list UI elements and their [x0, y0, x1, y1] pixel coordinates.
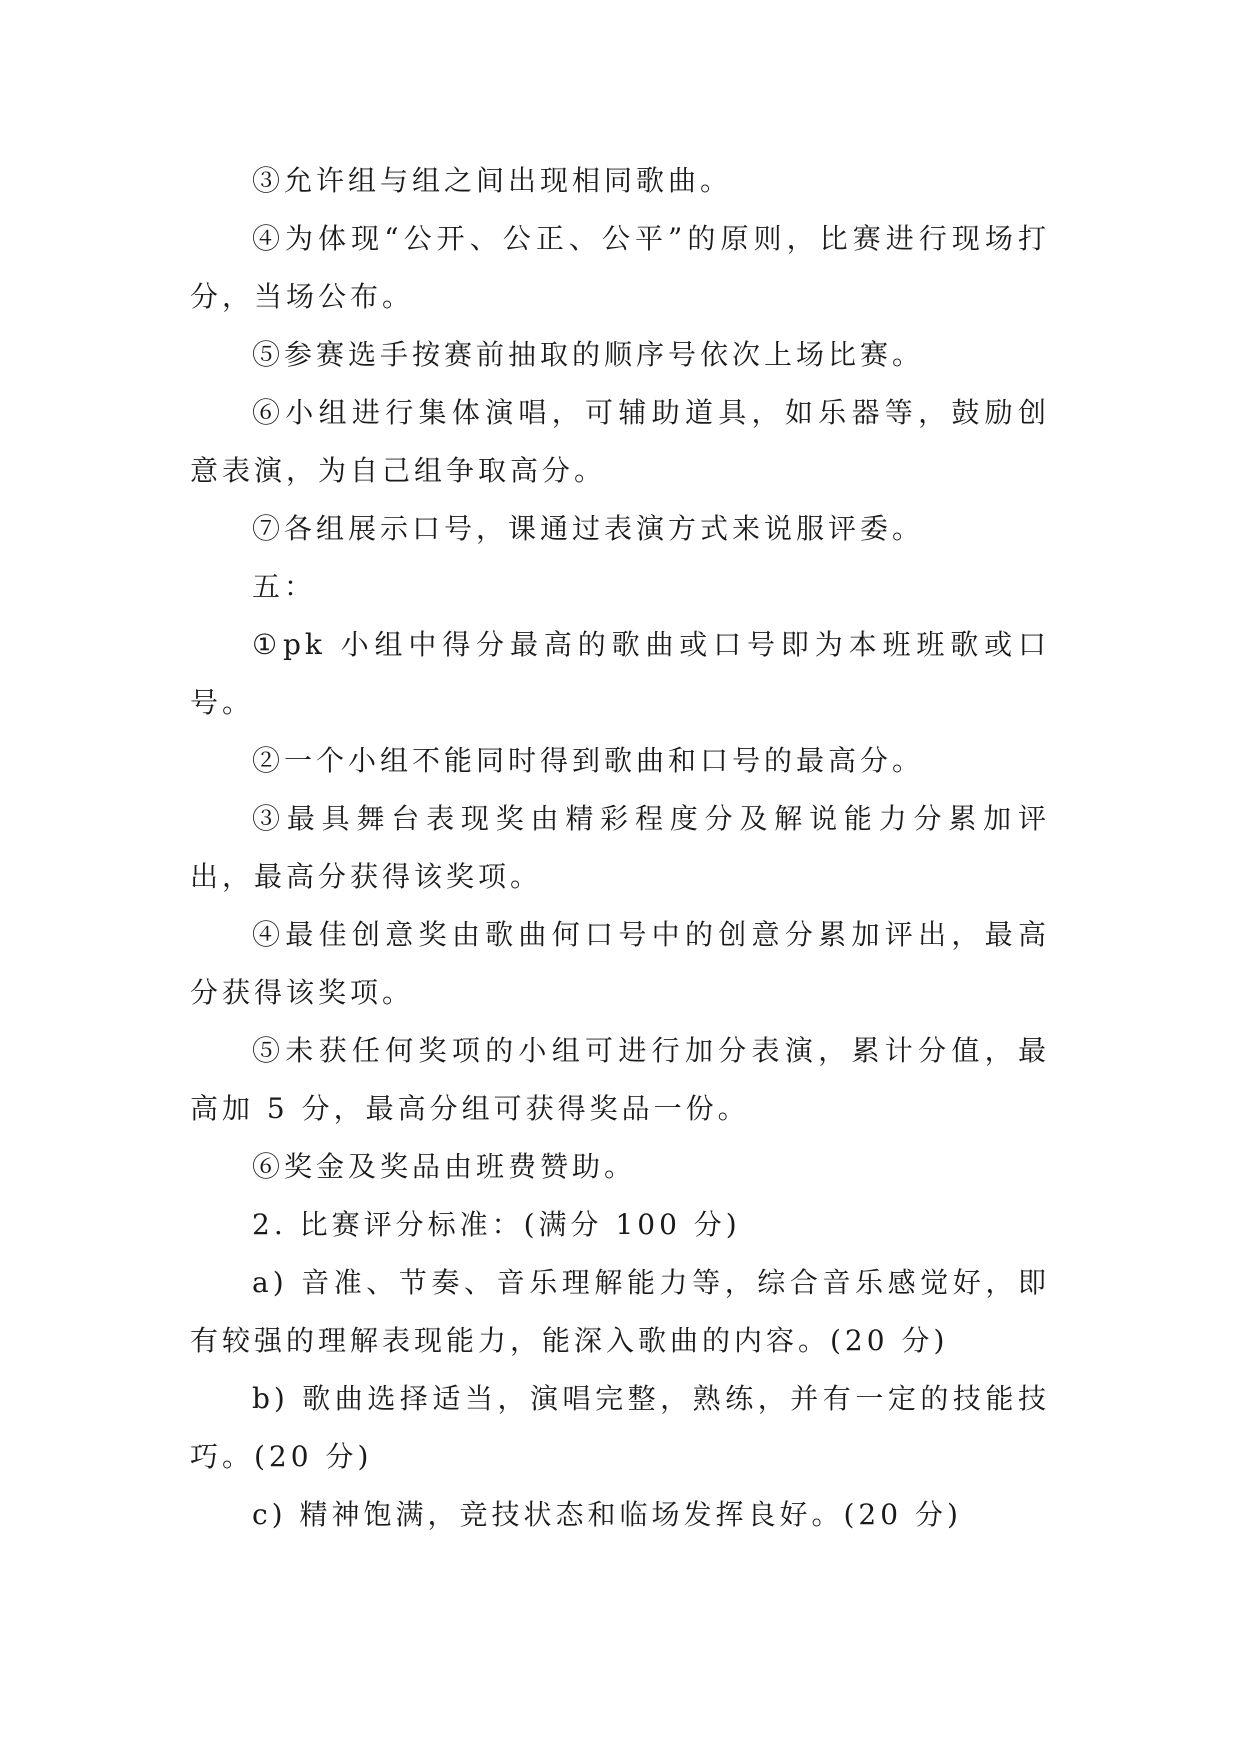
paragraph: b) 歌曲选择适当，演唱完整，熟练，并有一定的技能技巧。(20 分) [190, 1382, 1050, 1473]
paragraph: a) 音准、节奏、音乐理解能力等，综合音乐感觉好，即有较强的理解表现能力，能深入歌曲的内容。(20 分) [190, 1266, 1050, 1357]
paragraph: ①pk 小组中得分最高的歌曲或口号即为本班班歌或口号。 [190, 628, 1050, 719]
paragraph: ④为体现“公开、公正、公平”的原则，比赛进行现场打分，当场公布。 [190, 222, 1050, 313]
paragraph: ③允许组与组之间出现相同歌曲。 [252, 164, 733, 197]
paragraph: ⑥小组进行集体演唱，可辅助道具，如乐器等，鼓励创意表演，为自己组争取高分。 [190, 396, 1050, 487]
paragraph: c) 精神饱满，竞技状态和临场发挥良好。(20 分) [252, 1498, 962, 1531]
paragraph: ②一个小组不能同时得到歌曲和口号的最高分。 [252, 744, 925, 777]
section-heading: 五： [252, 570, 317, 603]
document-body [190, 152, 1050, 1544]
paragraph: ⑥奖金及奖品由班费赞助。 [252, 1150, 637, 1183]
paragraph: ⑦各组展示口号，课通过表演方式来说服评委。 [252, 512, 925, 545]
paragraph: ⑤参赛选手按赛前抽取的顺序号依次上场比赛。 [252, 338, 925, 371]
section-heading: 2. 比赛评分标准：(满分 100 分) [252, 1208, 741, 1241]
paragraph: ③最具舞台表现奖由精彩程度分及解说能力分累加评出，最高分获得该奖项。 [190, 802, 1050, 893]
paragraph: ⑤未获任何奖项的小组可进行加分表演，累计分值，最高加 5 分，最高分组可获得奖品一份。 [190, 1034, 1050, 1125]
paragraph: ④最佳创意奖由歌曲何口号中的创意分累加评出，最高分获得该奖项。 [190, 918, 1050, 1009]
